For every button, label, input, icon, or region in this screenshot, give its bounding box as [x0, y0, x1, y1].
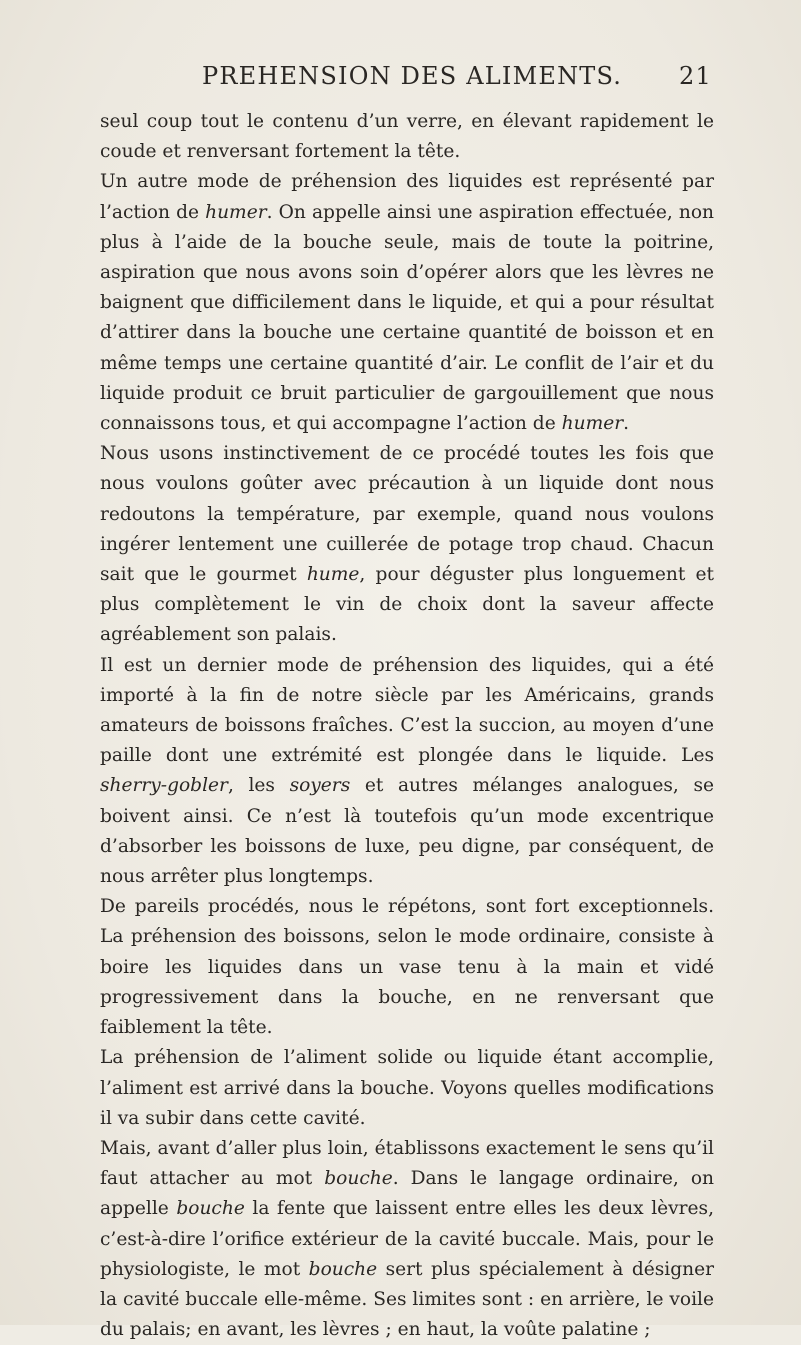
- text-run: Il est un dernier mode de préhension des liquides, qui a été importé à la fin de notre siècle par les Américains, grands amateurs de boissons fraîches. C’est la succion, au moyen d’une paille dont une extrémité est plongée dans le liquide. Les: [100, 654, 714, 767]
- text-run: La préhension de l’aliment solide ou liquide étant accomplie, l’aliment est arrivé dans la bouche. Voyons quelles modifications il va subir dans cette cavité.: [100, 1047, 714, 1129]
- italic-term: sherry-gobler: [100, 775, 228, 797]
- page-number: 21: [679, 62, 712, 90]
- text-run: , pour déguster plus longuement et plus complètement le vin de choix dont la saveur affecte agréablement son palais.: [100, 564, 714, 646]
- text-run: . Dans le langage ordinaire, on appelle: [100, 1168, 714, 1220]
- paragraph-4: [100, 651, 714, 893]
- text-run: De pareils procédés, nous le répétons, sont fort exceptionnels. La préhension des boissons, selon le mode ordinaire, consiste à boire les liquides dans un vase tenu à la main et vidé progressivement dans la bouche, en ne renversant que faiblement la tête.: [100, 896, 714, 1039]
- text-run: .: [623, 413, 630, 435]
- text-run: Un autre mode de préhension des liquides est représenté par l’action de: [100, 171, 714, 223]
- italic-term: bouche: [176, 1198, 245, 1220]
- italic-term: hume: [306, 564, 360, 586]
- paragraph-7: [100, 1134, 714, 1345]
- text-run: et autres mélanges analogues, se boivent ainsi. Ce n’est là toutefois qu’un mode excentrique d’absorber les boissons de luxe, peu digne, par conséquent, de nous arrêter plus longtemps.: [100, 775, 714, 888]
- text-run: Mais, avant d’aller plus loin, établissons exactement le sens qu’il faut attacher au mot: [100, 1137, 714, 1190]
- text-run: la fente que laissent entre elles les deux lèvres, c’est-à-dire l’orifice extérieur de la cavité buccale. Mais, pour le physiologiste, le mot: [100, 1198, 715, 1280]
- text-run: Nous usons instinctivement de ce procédé toutes les fois que nous voulons goûter avec précaution à un liquide dont nous redoutons la température, par exemple, quand nous voulons ingérer lentement une cuillerée de potage trop chaud. Chacun sait que le gourmet: [100, 443, 714, 586]
- italic-term: humer: [561, 413, 624, 435]
- text-run: sert plus spécialement à désigner la cavité buccale elle-même. Ses limites sont : en arrière, le voile du palais; en avant, les lèvres ; en haut, la voûte palatine ;: [100, 1258, 714, 1341]
- italic-term: humer: [205, 201, 267, 223]
- paragraph-6: [100, 1043, 714, 1134]
- paragraph-5: [100, 892, 714, 1043]
- italic-term: soyers: [289, 775, 351, 797]
- paragraph-3: [100, 439, 714, 650]
- text-run: . On appelle ainsi une aspiration effectuée, non plus à l’aide de la bouche seule, mais de toute la poitrine, aspiration que nous avons soin d’opérer alors que les lèvres ne baignent que difficilement dans le liquide, et qui a pour résultat d’attirer dans la bouche une certaine quantité de boisson et en même temps une certaine quantité d’air. Le conflit de l’air et du liquide produit ce bruit particulier de gargouillement que nous connaissons tous, et qui accompagne l’action de: [100, 201, 714, 435]
- body-text: [100, 107, 714, 1345]
- paragraph-1: [100, 107, 714, 167]
- italic-term: bouche: [324, 1168, 393, 1190]
- page-header: [100, 60, 712, 92]
- text-run: , les: [227, 775, 290, 797]
- paragraph-2: [100, 167, 714, 439]
- running-title: PREHENSION DES ALIMENTS.: [202, 62, 623, 90]
- text-run: seul coup tout le contenu d’un verre, en élevant rapidement le coude et renversant fortement la tête.: [100, 111, 714, 163]
- italic-term: bouche: [308, 1258, 378, 1280]
